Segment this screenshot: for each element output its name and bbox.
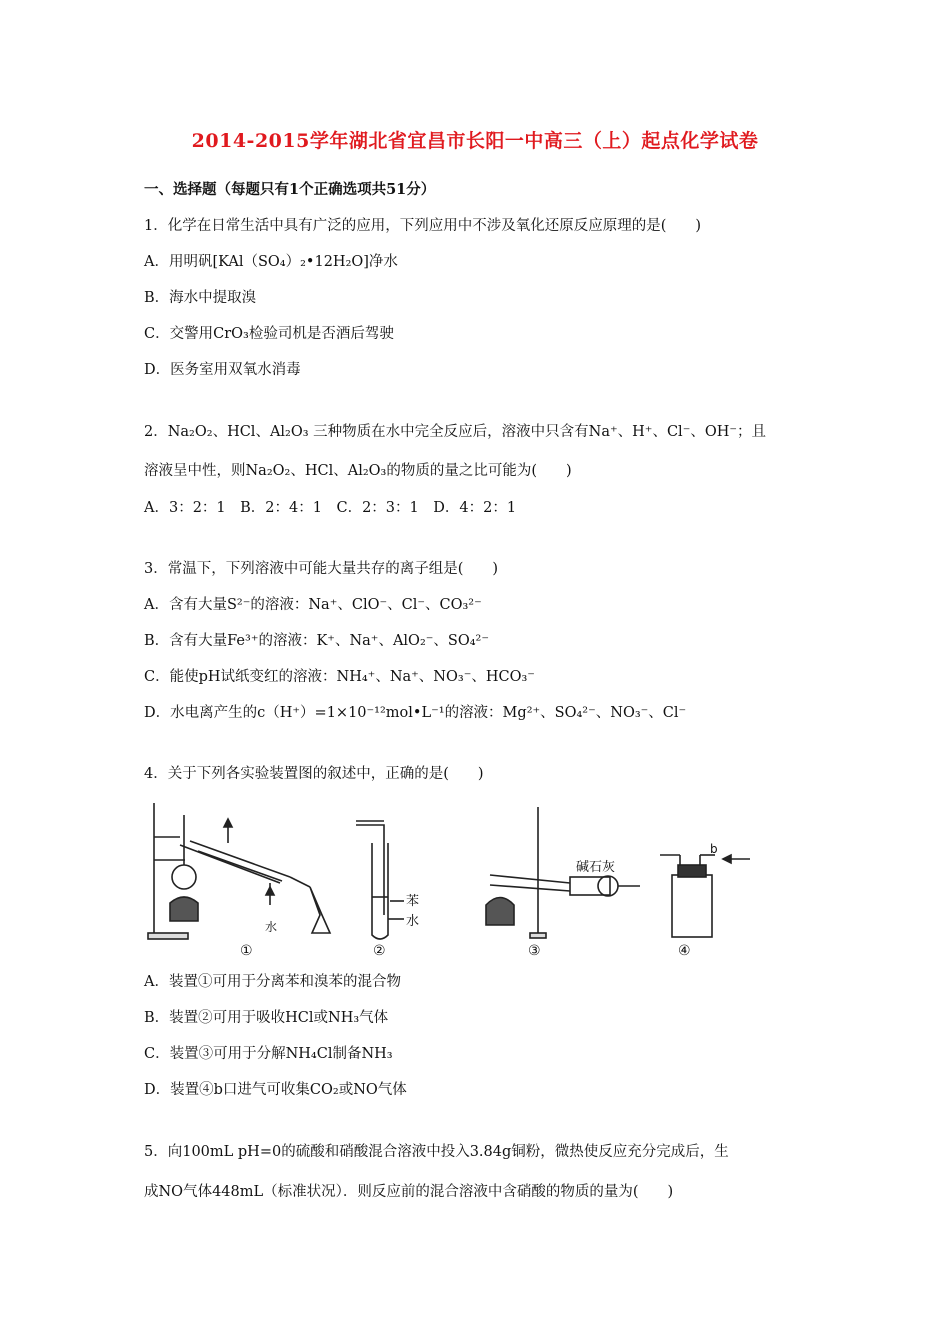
section-heading: 一、选择题（每题只有1个正确选项共51分） [144, 181, 436, 198]
q3-option-d: D．水电离产生的c（H⁺）=1×10⁻¹²mol•L⁻¹的溶液：Mg²⁺、SO₄²⁻、NO₃⁻、Cl⁻ [144, 705, 687, 721]
q5-stem-line2: 成NO气体448mL（标准状况）．则反应前的混合溶液中含硝酸的物质的量为( ) [144, 1184, 674, 1200]
exam-title: 2014-2015学年湖北省宜昌市长阳一中高三（上）起点化学试卷 [191, 130, 759, 152]
q4-option-a: A．装置①可用于分离苯和溴苯的混合物 [144, 974, 401, 990]
label-b: b [710, 842, 718, 856]
q3-option-c: C．能使pH试纸变红的溶液：NH₄⁺、Na⁺、NO₃⁻、HCO₃⁻ [144, 669, 535, 685]
label-water-2: 水 [406, 914, 420, 929]
q4-option-c: C．装置③可用于分解NH₄Cl制备NH₃ [144, 1046, 393, 1062]
q1-option-a: A．用明矾[KAl（SO₄）₂•12H₂O]净水 [144, 254, 398, 270]
fig-label-2: ② [373, 943, 386, 959]
q1-stem: 1．化学在日常生活中具有广泛的应用，下列应用中不涉及氧化还原反应原理的是( ) [144, 218, 702, 234]
apparatus-figure [140, 795, 760, 965]
q3-stem: 3．常温下，下列溶液中可能大量共存的离子组是( ) [144, 561, 499, 577]
q2-stem-line1: 2．Na₂O₂、HCl、Al₂O₃ 三种物质在水中完全反应后，溶液中只含有Na⁺、H⁺、Cl⁻、OH⁻；且 [144, 424, 767, 440]
fig-label-3: ③ [528, 943, 541, 959]
q2-stem-line2: 溶液呈中性，则Na₂O₂、HCl、Al₂O₃的物质的量之比可能为( ) [144, 463, 572, 479]
heating-apparatus [486, 807, 640, 938]
q3-option-a: A．含有大量S²⁻的溶液：Na⁺、ClO⁻、Cl⁻、CO₃²⁻ [144, 597, 482, 613]
gas-bottle-apparatus [660, 855, 750, 937]
q2-options: A．3：2：1 B．2：4：1 C．2：3：1 D．4：2：1 [144, 500, 517, 516]
q1-option-b: B．海水中提取溴 [144, 290, 257, 306]
q4-option-d: D．装置④b口进气可收集CO₂或NO气体 [144, 1082, 407, 1098]
q4-option-b: B．装置②可用于吸收HCl或NH₃气体 [144, 1010, 389, 1026]
q5-stem-line1: 5．向100mL pH=0的硫酸和硝酸混合溶液中投入3.84g铜粉，微热使反应充分完成后，生 [144, 1144, 729, 1160]
label-benzene: 苯 [406, 894, 420, 909]
label-water: 水 [265, 920, 278, 934]
distillation-apparatus [148, 803, 330, 939]
fig-label-1: ① [240, 943, 253, 959]
q1-option-c: C．交警用CrO₃检验司机是否酒后驾驶 [144, 326, 394, 342]
label-soda-lime: 碱石灰 [576, 860, 616, 875]
q1-option-d: D．医务室用双氧水消毒 [144, 362, 301, 378]
test-tube-apparatus [356, 821, 404, 939]
fig-label-4: ④ [678, 943, 691, 959]
q3-option-b: B．含有大量Fe³⁺的溶液：K⁺、Na⁺、AlO₂⁻、SO₄²⁻ [144, 633, 490, 649]
q4-stem: 4．关于下列各实验装置图的叙述中，正确的是( ) [144, 766, 484, 782]
